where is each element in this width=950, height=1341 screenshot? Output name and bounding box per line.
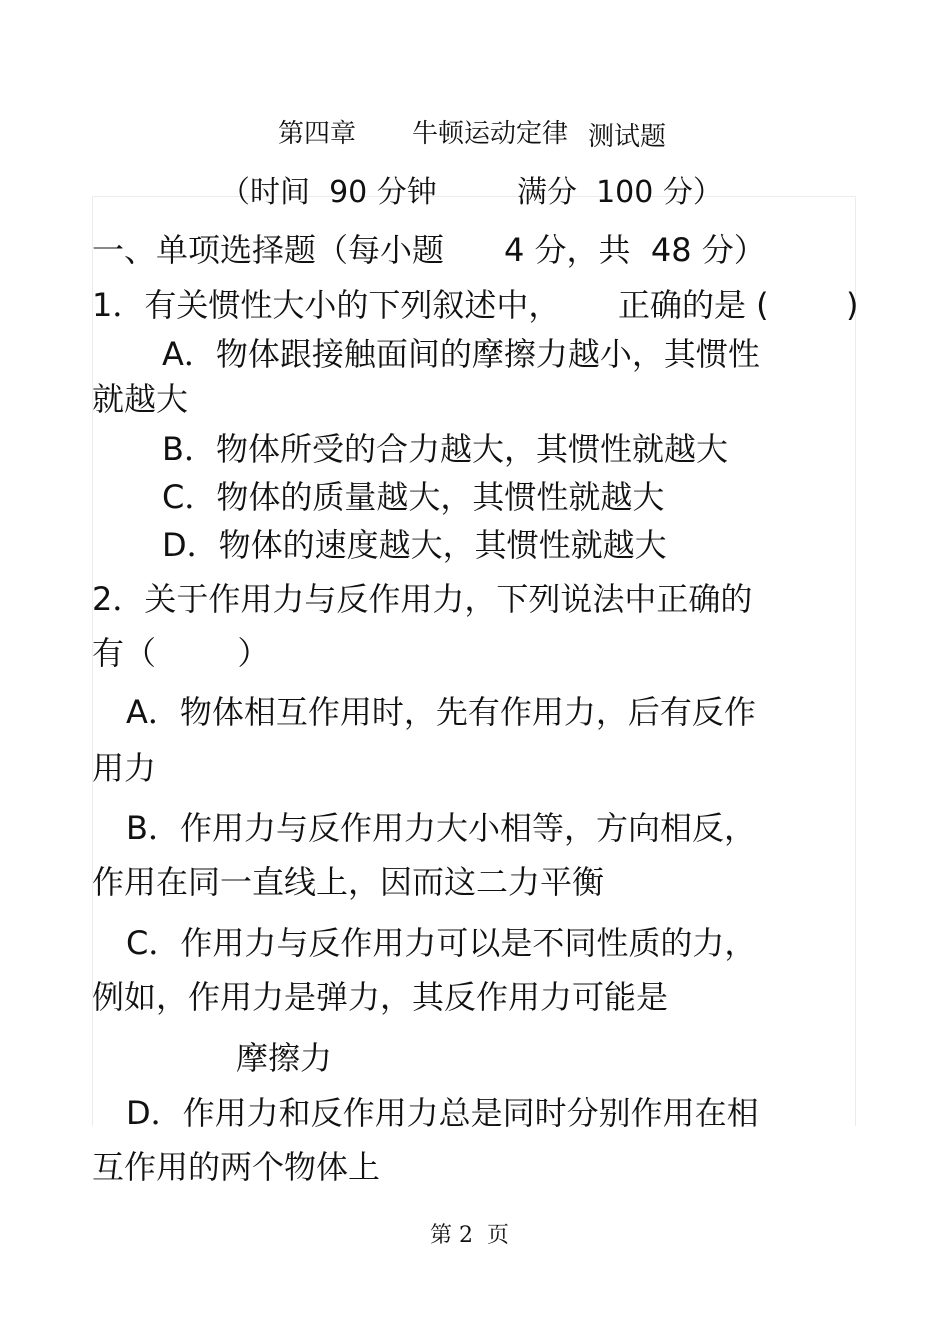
q2-option-b-cont: 作用在同一直线上，因而这二力平衡	[92, 863, 605, 901]
page-number: 第 2 页	[430, 1223, 509, 1248]
q1-stem: 1．有关惯性大小的下列叙述中，	[92, 286, 561, 324]
q2-option-d-cont: 互作用的两个物体上	[92, 1148, 381, 1186]
q2-option-c: C．作用力与反作用力可以是不同性质的力，	[126, 924, 757, 962]
q2-stem: 2．关于作用力与反作用力，下列说法中正确的	[92, 580, 753, 618]
q1-option-a-cont: 就越大	[92, 380, 189, 418]
q1-stem-tail: 正确的是 (	[618, 286, 769, 324]
q1-blank-close: )	[846, 286, 859, 324]
q2-option-c-cont2: 摩擦力	[236, 1039, 333, 1077]
test-label: 测试题	[588, 122, 667, 152]
section-title: 一、单项选择题（每小题	[92, 231, 445, 269]
q2-stem-cont: 有（ ）	[92, 634, 270, 672]
q2-option-b: B．作用力与反作用力大小相等，方向相反，	[126, 809, 756, 847]
chapter-label: 第四章	[278, 119, 357, 149]
section-points: 4 分，共 48 分）	[504, 231, 766, 269]
q2-option-a-cont: 用力	[92, 749, 157, 787]
chapter-topic: 牛顿运动定律	[412, 119, 569, 149]
q1-option-b: B．物体所受的合力越大，其惯性就越大	[162, 430, 728, 468]
q2-option-d: D．作用力和反作用力总是同时分别作用在相	[126, 1094, 759, 1132]
q1-option-a: A．物体跟接触面间的摩擦力越小，其惯性	[162, 335, 760, 373]
exam-full-score: 满分 100 分）	[517, 175, 723, 210]
exam-info-paren: （	[220, 175, 250, 210]
q2-option-a: A．物体相互作用时，先有作用力，后有反作	[126, 693, 756, 731]
q2-option-c-cont: 例如，作用力是弹力，其反作用力可能是	[92, 978, 669, 1016]
q1-option-c: C．物体的质量越大，其惯性就越大	[162, 478, 665, 516]
q1-option-d: D．物体的速度越大，其惯性就越大	[162, 526, 667, 564]
exam-time: 时间 90 分钟	[250, 175, 437, 210]
